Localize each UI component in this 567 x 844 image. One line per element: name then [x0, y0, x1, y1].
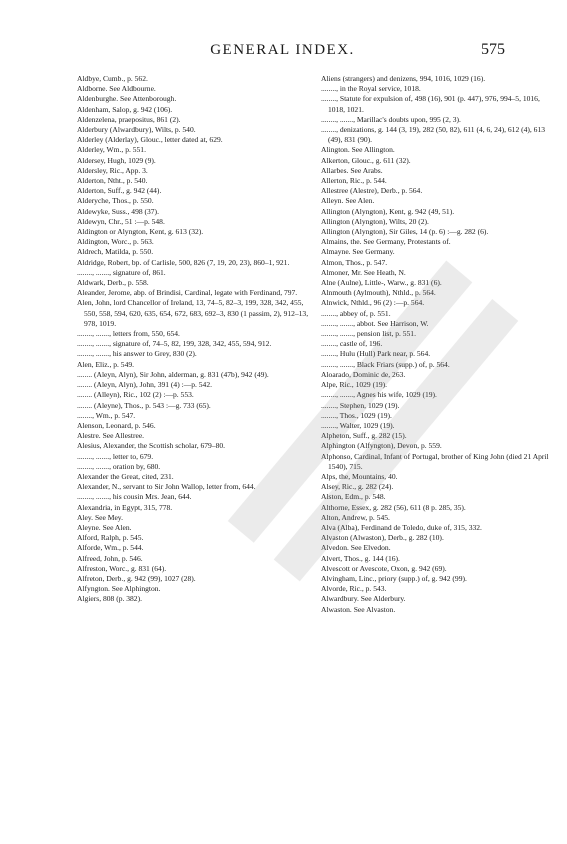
index-entry: Alnmouth (Aylmouth), Nthld., p. 564. — [321, 288, 436, 298]
index-entry: Aldwark, Derb., p. 558. — [77, 278, 149, 288]
index-entry: ........, ......., abbot. See Harrison, W. — [321, 318, 429, 328]
index-entry: Aloarado, Dominic de, 263. — [321, 369, 406, 379]
index-entry: Aldrech, Matilda, p. 550. — [77, 247, 154, 257]
index-entry: ........, ......., oration by, 680. — [77, 461, 161, 471]
index-entry: Alne (Aulne), Little-, Warw., g. 831 (6). — [321, 278, 442, 288]
index-entry: ........, ......., letter to, 679. — [77, 451, 154, 461]
index-entry: Almayne. See Germany. — [321, 247, 395, 257]
index-entry: Allington (Alyngton), Wilts, 20 (2). — [321, 216, 429, 226]
index-entry: Aldenzelena, praepositus, 861 (2). — [77, 114, 181, 124]
index-entry: Alexander, N., servant to Sir John Wallop, letter from, 644. — [77, 482, 256, 492]
index-entry: ........, denizations, g. 144 (3, 19), 282 (50, 82), 611 (4, 6, 24), 612 (4), 613 (49), 831 (90). — [321, 125, 545, 145]
index-entry: Alderyche, Thos., p. 550. — [77, 196, 154, 206]
index-entry: ........ (Alleyn), Ric., 102 (2) :—p. 553. — [77, 390, 194, 400]
index-entry: ........, ......., letters from, 550, 654. — [77, 329, 180, 339]
index-entry: Alston, Edm., p. 548. — [321, 492, 386, 502]
index-entry: Aley. See Mey. — [77, 512, 123, 522]
index-entry: Alphonso, Cardinal, Infant of Portugal, brother of King John (died 21 April 1540), 715. — [321, 451, 549, 471]
index-entry: ........, Stephen, 1029 (19). — [321, 400, 400, 410]
index-entry: Aleyne. See Alen. — [77, 522, 132, 532]
index-entry: Alvorde, Ric., p. 543. — [321, 584, 387, 594]
index-entry: Almoner, Mr. See Heath, N. — [321, 267, 406, 277]
index-entry: ........, ......., Marillac's doubts upon, 995 (2, 3). — [321, 114, 461, 124]
index-entry: Alen, John, lord Chancellor of Ireland, 13, 74–5, 82–3, 199, 328, 342, 455, 550, 558, 594, 620, 635, 654, 672, 683, 692–3, 830 (1 passim, 2), 912–13, 978, 1019. — [77, 298, 309, 328]
index-entry: Alexander the Great, cited, 231. — [77, 471, 174, 481]
index-entry: Almains, the. See Germany, Protestants of. — [321, 237, 451, 247]
index-entry: Aldridge, Robert, bp. of Carlisle, 500, 826 (7, 19, 20, 23), 860–1, 921. — [77, 257, 290, 267]
index-entry: Aldenham, Salop, g. 942 (106). — [77, 104, 173, 114]
index-entry: Alforde, Wm., p. 544. — [77, 543, 144, 553]
index-entry: Allington (Alyngton), Kent, g. 942 (49, 51). — [321, 206, 455, 216]
index-entry: Alvert, Thos., g. 144 (16). — [321, 553, 400, 563]
index-entry: ........, Statute for expulsion of, 498 (16), 901 (p. 447), 976, 994–5, 1016, 1018, 1021. — [321, 94, 540, 114]
index-entry: ........, Walter, 1029 (19). — [321, 420, 395, 430]
index-entry: Alwardbury. See Alderbury. — [321, 594, 406, 604]
index-entry: Alderley, Wm., p. 551. — [77, 145, 146, 155]
index-entry: Alvedon. See Elvedon. — [321, 543, 391, 553]
index-entry: Alnwick, Nthld., 96 (2) :—p. 564. — [321, 298, 425, 308]
index-entry: Aldington, Worc., p. 563. — [77, 237, 154, 247]
page-title: GENERAL INDEX. — [210, 42, 355, 58]
index-entry: Alpe, Ric., 1029 (19). — [321, 380, 388, 390]
index-entry: ........, Wm., p. 547. — [77, 410, 136, 420]
index-entry: Allarbes. See Arabs. — [321, 165, 383, 175]
index-entry: ........, Thos., 1029 (19). — [321, 410, 392, 420]
index-entry: Aliens (strangers) and denizens, 994, 1016, 1029 (16). — [321, 74, 486, 83]
index-entry: Aleander, Jerome, abp. of Brindisi, Cardinal, legate with Ferdinand, 797. — [77, 288, 298, 298]
index-entry: Aldewyn, Chr., 51 :—p. 548. — [77, 216, 165, 226]
index-entry: Aldington or Alyngton, Kent, g. 613 (32). — [77, 227, 204, 237]
index-entry: Alwaston. See Alvaston. — [321, 604, 396, 614]
index-entry: ........ (Aleyn, Alyn), John, 391 (4) :—p. 542. — [77, 380, 212, 390]
index-entry: Alfreton, Derb., g. 942 (99), 1027 (28). — [77, 573, 196, 583]
index-entry: Alen, Eliz., p. 549. — [77, 359, 135, 369]
index-entry: Alvescott or Avescote, Oxon, g. 942 (69). — [321, 563, 447, 573]
index-column-right — [321, 74, 551, 615]
index-entry: Alesius, Alexander, the Scottish scholar, 679–80. — [77, 441, 226, 451]
index-entry: Alva (Alba), Ferdinand de Toledo, duke of, 315, 332. — [321, 522, 482, 532]
index-entry: Alderton, Ntht., p. 540. — [77, 176, 148, 186]
index-entry: Aldersey, Hugh, 1029 (9). — [77, 155, 156, 165]
index-entry: Alderton, Suff., g. 942 (44). — [77, 186, 162, 196]
index-entry: ........, ......., his cousin Mrs. Jean, 644. — [77, 492, 192, 502]
index-entry: Alfreed, John, p. 546. — [77, 553, 143, 563]
index-entry: ........, abbey of, p. 551. — [321, 308, 391, 318]
index-entry: Alton, Andrew, p. 545. — [321, 512, 390, 522]
index-entry: Aldborne. See Aldbourne. — [77, 84, 156, 94]
index-entry: ........, in the Royal service, 1018. — [321, 84, 421, 94]
index-entry: Alderley (Alderlay), Glouc., letter dated at, 629. — [77, 135, 223, 145]
index-entry: Alpheton, Suff., g. 282 (15). — [321, 431, 407, 441]
page-header — [60, 42, 505, 64]
index-entry: Allington (Alyngton), Sir Giles, 14 (p. 6) :—g. 282 (6). — [321, 227, 489, 237]
index-entry: Alenson, Leonard, p. 546. — [77, 420, 156, 430]
index-entry: Almon, Thos., p. 547. — [321, 257, 388, 267]
index-entry: Alfreston, Worc., g. 831 (64). — [77, 563, 167, 573]
index-entry: ........, Hulu (Hull) Park near, p. 564. — [321, 349, 431, 359]
index-entry: Alderbury (Alwardbury), Wilts, p. 540. — [77, 125, 196, 135]
index-entry: Alvaston (Alwaston), Derb., g. 282 (10). — [321, 533, 444, 543]
index-entry: Alestre. See Allestree. — [77, 431, 145, 441]
index-entry: ........, ......., Black Friars (supp.) of, p. 564. — [321, 359, 450, 369]
index-entry: Alford, Ralph, p. 545. — [77, 533, 144, 543]
index-entry: Alps, the, Mountains, 40. — [321, 471, 398, 481]
index-entry: Alsey, Ric., g. 282 (24). — [321, 482, 394, 492]
index-entry: Allerton, Ric., p. 544. — [321, 176, 387, 186]
index-entry: Alphington (Alfyngton), Devon, p. 559. — [321, 441, 442, 451]
index-entry: ........, ......., signature of, 861. — [77, 267, 166, 277]
index-entry: Alexandria, in Egypt, 315, 778. — [77, 502, 173, 512]
index-entry: ........, ......., his answer to Grey, 830 (2). — [77, 349, 197, 359]
index-entry: Aldenburghe. See Attenborough. — [77, 94, 177, 104]
index-entry: Algiers, 808 (p. 382). — [77, 594, 142, 604]
index-entry: Aldersley, Ric., App. 3. — [77, 165, 148, 175]
index-entry: Alleyn. See Alen. — [321, 196, 375, 206]
index-entry: ........, ......., Agnes his wife, 1029 (19). — [321, 390, 437, 400]
index-entry: ........, ......., pension list, p. 551. — [321, 329, 416, 339]
index-entry: ........, castle of, 196. — [321, 339, 383, 349]
index-entry: Alkerton, Glouc., g. 611 (32). — [321, 155, 411, 165]
page-number: 575 — [481, 41, 505, 58]
index-entry: Aldewyke, Suss., 498 (37). — [77, 206, 159, 216]
index-entry: ........ (Aleyn, Alyn), Sir John, alderman, g. 831 (47b), 942 (49). — [77, 369, 269, 379]
index-entry: Althorne, Essex, g. 282 (56), 611 (8 p. 285, 35). — [321, 502, 466, 512]
index-column-left — [77, 74, 309, 605]
index-entry: Alfyngton. See Alphington. — [77, 584, 161, 594]
index-entry: Alington. See Allington. — [321, 145, 395, 155]
index-entry: ........, ......., signature of, 74–5, 82, 199, 328, 342, 455, 594, 912. — [77, 339, 272, 349]
index-entry: Alvingham, Linc., priory (supp.) of, g. 942 (99). — [321, 573, 467, 583]
index-entry: Aldbye, Cumb., p. 562. — [77, 74, 148, 83]
index-entry: Allestree (Alestre), Derb., p. 564. — [321, 186, 423, 196]
index-entry: ........ (Aleyne), Thos., p. 543 :—g. 733 (65). — [77, 400, 211, 410]
